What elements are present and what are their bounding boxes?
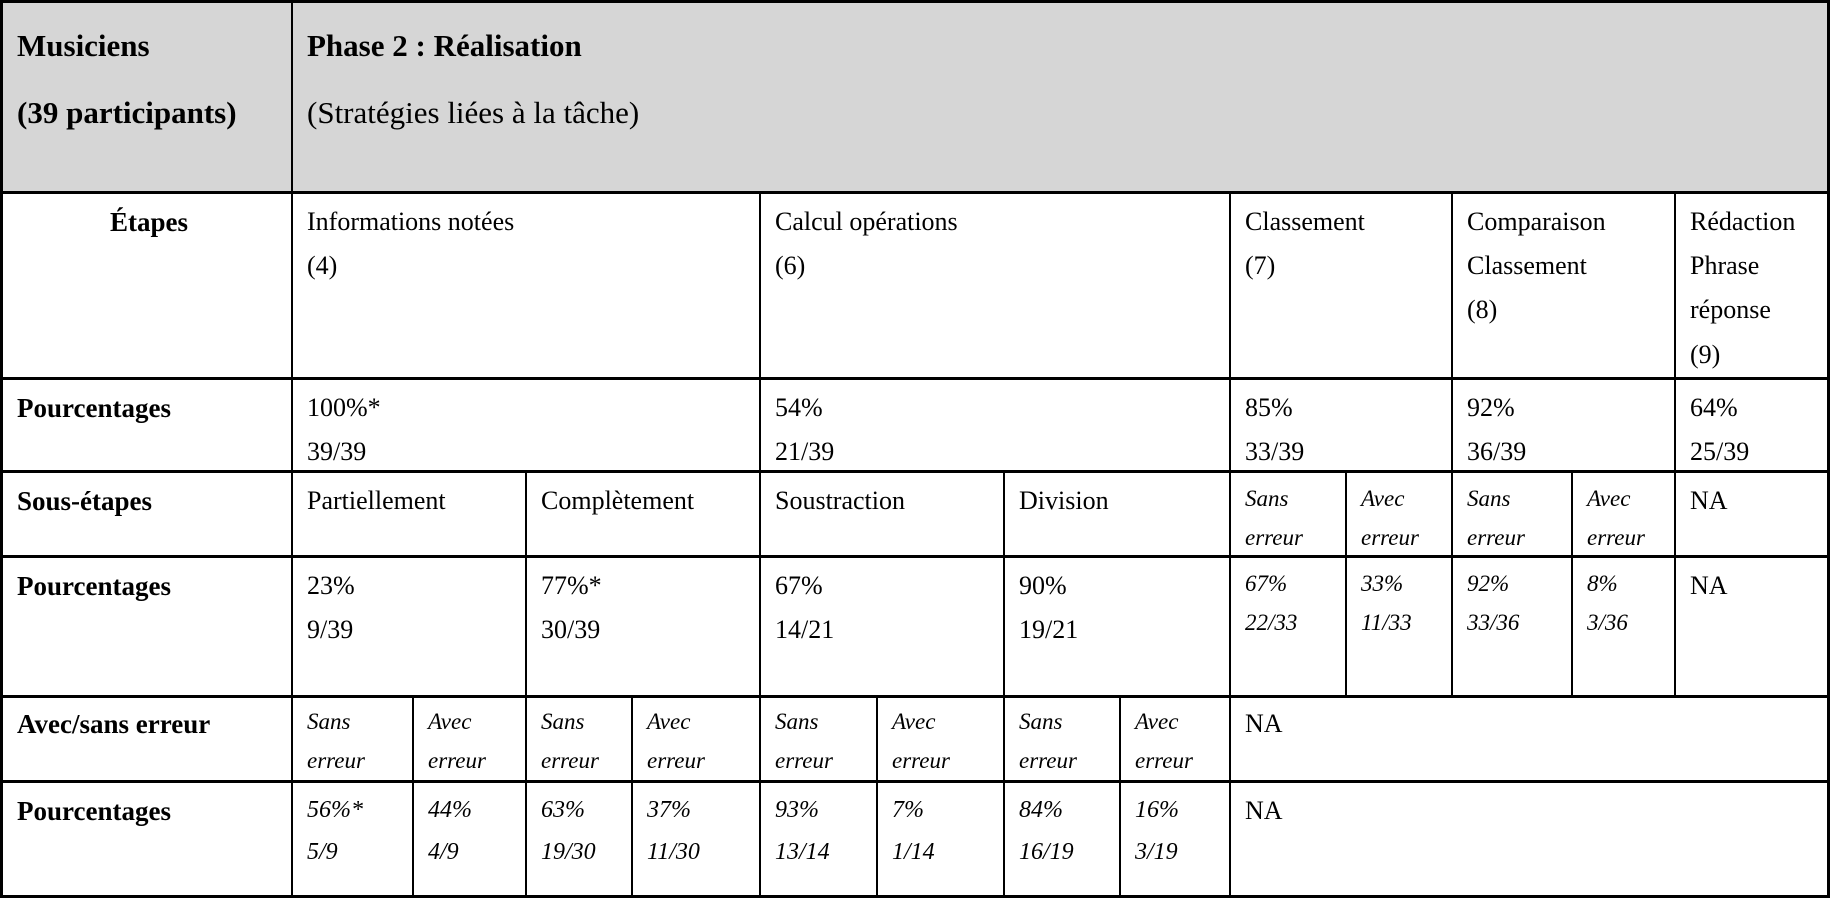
pct3-partiellement-avec: 44% 4/9 (414, 783, 527, 895)
pct-calcul: 54% 21/39 (761, 380, 1231, 470)
err-division-sans: Sans erreur (1005, 698, 1121, 780)
pct2-classement-sans-erreur: 67% 22/33 (1231, 558, 1347, 695)
pct2-classement-avec-erreur: 33% 11/33 (1347, 558, 1453, 695)
phase-subtitle: (Stratégies liées à la tâche) (307, 94, 640, 130)
pct2-comparaison-avec-erreur: 8% 3/36 (1573, 558, 1676, 695)
err-division-avec: Avec erreur (1121, 698, 1231, 780)
etapes-redaction-phrase-reponse: Rédaction Phrase réponse (9) (1690, 207, 1796, 369)
sous-comparaison-avec-erreur: Avec erreur (1573, 473, 1676, 555)
row-label-sous-etapes: Sous-étapes (3, 473, 293, 555)
etapes-classement: Classement (7) (1231, 194, 1453, 377)
table-row-pourcentages-etapes (3, 380, 1827, 473)
pct3-completement-sans: 63% 19/30 (527, 783, 633, 895)
phase-title: Phase 2 : Réalisation (307, 28, 582, 63)
sous-partiellement: Partiellement (293, 473, 527, 555)
sous-classement-avec-erreur: Avec erreur (1347, 473, 1453, 555)
err-soustraction-sans: Sans erreur (761, 698, 878, 780)
err-completement-sans: Sans erreur (527, 698, 633, 780)
sous-soustraction: Soustraction (761, 473, 1005, 555)
pct2-soustraction: 67% 14/21 (761, 558, 1005, 695)
row-label-avec-sans-erreur: Avec/sans erreur (3, 698, 293, 780)
row-label-pourcentages-3: Pourcentages (3, 783, 293, 895)
table-row-avec-sans-erreur (3, 698, 1827, 783)
err-partiellement-sans: Sans erreur (293, 698, 414, 780)
group-subtitle: (39 participants) (17, 94, 237, 130)
err-na: NA (1245, 709, 1283, 738)
pct2-redaction-na: NA (1690, 571, 1728, 600)
err-soustraction-avec: Avec erreur (878, 698, 1005, 780)
pct3-division-sans: 84% 16/19 (1005, 783, 1121, 895)
row-label-pourcentages-2: Pourcentages (3, 558, 293, 695)
sous-completement: Complètement (527, 473, 761, 555)
pct3-completement-avec: 37% 11/30 (633, 783, 761, 895)
row-label-etapes: Étapes (3, 194, 293, 377)
pct-informations: 100%* 39/39 (293, 380, 761, 470)
etapes-informations-notees: Informations notées (4) (293, 194, 761, 377)
pct-classement: 85% 33/39 (1231, 380, 1453, 470)
sous-redaction-na: NA (1690, 486, 1728, 515)
pct3-partiellement-sans: 56%* 5/9 (293, 783, 414, 895)
pct2-division: 90% 19/21 (1005, 558, 1231, 695)
sous-classement-sans-erreur: Sans erreur (1231, 473, 1347, 555)
table-row-etapes (3, 194, 1827, 380)
table-row-pourcentages-sous-etapes (3, 558, 1827, 698)
table-row-sous-etapes (3, 473, 1827, 558)
phase-header-cell (293, 3, 1827, 191)
pct3-na: NA (1245, 796, 1283, 825)
err-completement-avec: Avec erreur (633, 698, 761, 780)
table-header-row (3, 3, 1827, 194)
etapes-calcul-operations: Calcul opérations (6) (761, 194, 1231, 377)
group-header-cell (3, 3, 293, 191)
row-label-pourcentages-1: Pourcentages (3, 380, 293, 470)
pct-comparaison: 92% 36/39 (1453, 380, 1676, 470)
pct3-soustraction-sans: 93% 13/14 (761, 783, 878, 895)
table-row-pourcentages-erreur (3, 783, 1827, 895)
pct3-soustraction-avec: 7% 1/14 (878, 783, 1005, 895)
sous-division: Division (1005, 473, 1231, 555)
pct-redaction: 64% 25/39 (1690, 393, 1750, 467)
pct2-comparaison-sans-erreur: 92% 33/36 (1453, 558, 1573, 695)
group-title: Musiciens (17, 28, 150, 63)
etapes-comparaison-classement: Comparaison Classement (8) (1453, 194, 1676, 377)
sous-comparaison-sans-erreur: Sans erreur (1453, 473, 1573, 555)
err-partiellement-avec: Avec erreur (414, 698, 527, 780)
pct3-division-avec: 16% 3/19 (1121, 783, 1231, 895)
pct2-partiellement: 23% 9/39 (293, 558, 527, 695)
pct2-completement: 77%* 30/39 (527, 558, 761, 695)
